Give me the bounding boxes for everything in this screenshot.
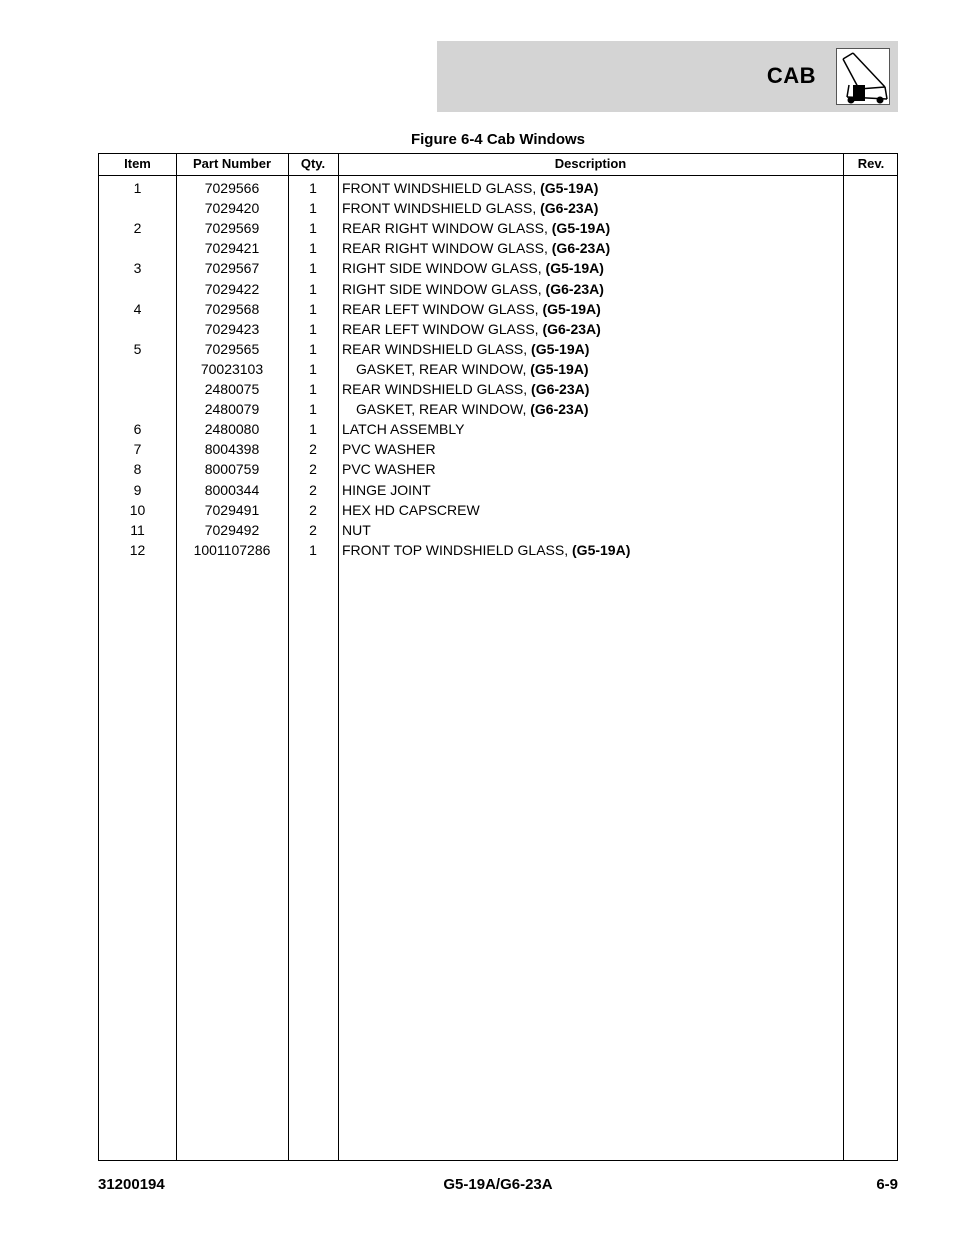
table-row <box>99 258 897 278</box>
table-row <box>99 500 897 520</box>
table-row <box>99 299 897 319</box>
parts-table <box>98 153 898 1161</box>
cab-section-icon <box>836 48 890 105</box>
part-number: 7029565 <box>204 340 260 357</box>
description-text: RIGHT SIDE WINDOW GLASS, <box>342 260 546 277</box>
description <box>342 520 842 540</box>
model-tag: (G5-19A) <box>542 300 601 317</box>
item-number: 2 <box>133 220 142 237</box>
quantity: 2 <box>309 481 317 498</box>
item-number <box>99 359 176 379</box>
description-text: REAR RIGHT WINDOW GLASS, <box>342 220 552 237</box>
description <box>342 339 842 359</box>
document-number: 31200194 <box>98 1176 165 1193</box>
part-number: 8000759 <box>204 461 260 478</box>
quantity: 2 <box>309 441 317 458</box>
description-text: FRONT WINDSHIELD GLASS, <box>342 180 541 196</box>
description-text: PVC WASHER <box>342 441 436 458</box>
item-number <box>99 319 176 339</box>
model-tag: (G6-23A) <box>542 320 601 337</box>
part-number: 2480079 <box>204 401 260 418</box>
description-text: FRONT TOP WINDSHIELD GLASS, <box>342 541 573 558</box>
table-row <box>99 439 897 459</box>
part-number: 8000344 <box>204 481 260 498</box>
quantity: 1 <box>309 260 317 277</box>
quantity: 1 <box>309 401 317 418</box>
table-row <box>99 279 897 299</box>
description-text: PVC WASHER <box>342 461 436 478</box>
model-tag: (G5-19A) <box>551 220 611 237</box>
item-number: 6 <box>133 421 142 438</box>
item-number <box>99 198 176 218</box>
model-tag: (G6-23A) <box>551 240 611 257</box>
model-designation: G5-19A/G6-23A <box>443 1176 553 1193</box>
table-row <box>99 238 897 258</box>
part-number: 2480080 <box>204 421 260 438</box>
description <box>342 459 842 479</box>
table-row <box>99 359 897 379</box>
description-text: REAR RIGHT WINDOW GLASS, <box>342 240 552 257</box>
description-text: HINGE JOINT <box>342 481 431 498</box>
item-number: 5 <box>133 340 142 357</box>
quantity: 1 <box>309 200 317 217</box>
description <box>342 500 842 520</box>
table-row <box>99 379 897 399</box>
part-number: 7029569 <box>204 220 260 237</box>
section-header <box>437 41 898 112</box>
table-row <box>99 319 897 339</box>
part-number: 7029567 <box>204 260 260 277</box>
column-header-rev: Rev. <box>857 156 885 171</box>
part-number: 1001107286 <box>193 541 271 558</box>
item-number: 12 <box>129 541 146 558</box>
item-number <box>99 379 176 399</box>
description-text: REAR LEFT WINDOW GLASS, <box>342 300 543 317</box>
table-row <box>99 540 897 560</box>
part-number: 2480075 <box>204 381 260 397</box>
table-row <box>99 520 897 540</box>
table-row <box>99 178 897 198</box>
item-number: 3 <box>133 260 142 277</box>
item-number: 10 <box>129 501 146 518</box>
item-number: 9 <box>133 481 142 498</box>
figure-title: Figure 6-4 Cab Windows <box>410 131 586 148</box>
description <box>342 480 842 500</box>
description <box>342 419 842 439</box>
description <box>342 198 842 218</box>
model-tag: (G6-23A) <box>540 200 599 217</box>
item-number <box>99 238 176 258</box>
description <box>356 359 856 379</box>
description <box>356 399 856 419</box>
model-tag: (G6-23A) <box>531 381 590 397</box>
quantity: 1 <box>309 340 317 357</box>
description <box>342 238 842 258</box>
column-header-part-number: Part Number <box>192 156 272 171</box>
description <box>342 379 842 399</box>
table-row <box>99 399 897 419</box>
part-number: 7029491 <box>204 501 260 518</box>
item-number: 7 <box>133 441 142 458</box>
table-row <box>99 218 897 238</box>
description-text: RIGHT SIDE WINDOW GLASS, <box>342 280 546 297</box>
description <box>342 178 842 198</box>
column-header-qty: Qty. <box>300 156 326 171</box>
item-number: 8 <box>133 461 142 478</box>
quantity: 1 <box>309 220 317 237</box>
description-text: GASKET, REAR WINDOW, <box>356 401 531 418</box>
model-tag: (G5-19A) <box>540 180 599 196</box>
model-tag: (G5-19A) <box>572 541 631 558</box>
item-number <box>99 279 176 299</box>
part-number: 7029421 <box>204 240 260 257</box>
part-number: 70023103 <box>200 360 264 377</box>
part-number: 7029420 <box>204 200 260 217</box>
part-number: 7029492 <box>204 521 260 538</box>
section-title: CAB <box>766 63 816 88</box>
part-number: 8004398 <box>204 441 260 458</box>
table-row <box>99 419 897 439</box>
item-number: 4 <box>133 300 142 317</box>
part-number: 7029566 <box>204 180 260 196</box>
item-number: 1 <box>133 180 142 196</box>
quantity: 2 <box>309 461 317 478</box>
header-divider <box>99 175 897 176</box>
description-text: REAR WINDSHIELD GLASS, <box>342 340 532 357</box>
description <box>342 439 842 459</box>
model-tag: (G6-23A) <box>545 280 604 297</box>
model-tag: (G5-19A) <box>531 340 590 357</box>
column-header-description: Description <box>554 156 627 171</box>
description <box>342 279 842 299</box>
part-number: 7029568 <box>204 300 260 317</box>
description-text: LATCH ASSEMBLY <box>342 421 465 438</box>
quantity: 1 <box>309 180 317 196</box>
description <box>342 540 842 560</box>
model-tag: (G5-19A) <box>530 360 589 377</box>
quantity: 1 <box>309 541 317 558</box>
description <box>342 319 842 339</box>
description-text: NUT <box>342 521 371 538</box>
description <box>342 258 842 278</box>
description-text: REAR LEFT WINDOW GLASS, <box>342 320 543 337</box>
table-row <box>99 480 897 500</box>
page-number: 6-9 <box>876 1176 898 1193</box>
quantity: 1 <box>309 320 317 337</box>
quantity: 1 <box>309 300 317 317</box>
description <box>342 299 842 319</box>
description-text: HEX HD CAPSCREW <box>342 501 480 518</box>
table-row <box>99 339 897 359</box>
description-text: GASKET, REAR WINDOW, <box>356 360 531 377</box>
column-header-item: Item <box>124 156 151 171</box>
quantity: 1 <box>309 360 317 377</box>
description-text: REAR WINDSHIELD GLASS, <box>342 381 532 397</box>
item-number <box>99 399 176 419</box>
model-tag: (G5-19A) <box>545 260 604 277</box>
quantity: 2 <box>309 521 317 538</box>
quantity: 2 <box>309 501 317 518</box>
quantity: 1 <box>309 280 317 297</box>
description-text: FRONT WINDSHIELD GLASS, <box>342 200 541 217</box>
part-number: 7029422 <box>204 280 260 297</box>
quantity: 1 <box>309 240 317 257</box>
table-row <box>99 459 897 479</box>
item-number: 11 <box>130 521 145 538</box>
quantity: 1 <box>309 421 317 438</box>
table-row <box>99 198 897 218</box>
part-number: 7029423 <box>204 320 260 337</box>
model-tag: (G6-23A) <box>530 401 589 418</box>
description <box>342 218 842 238</box>
quantity: 1 <box>309 381 317 397</box>
